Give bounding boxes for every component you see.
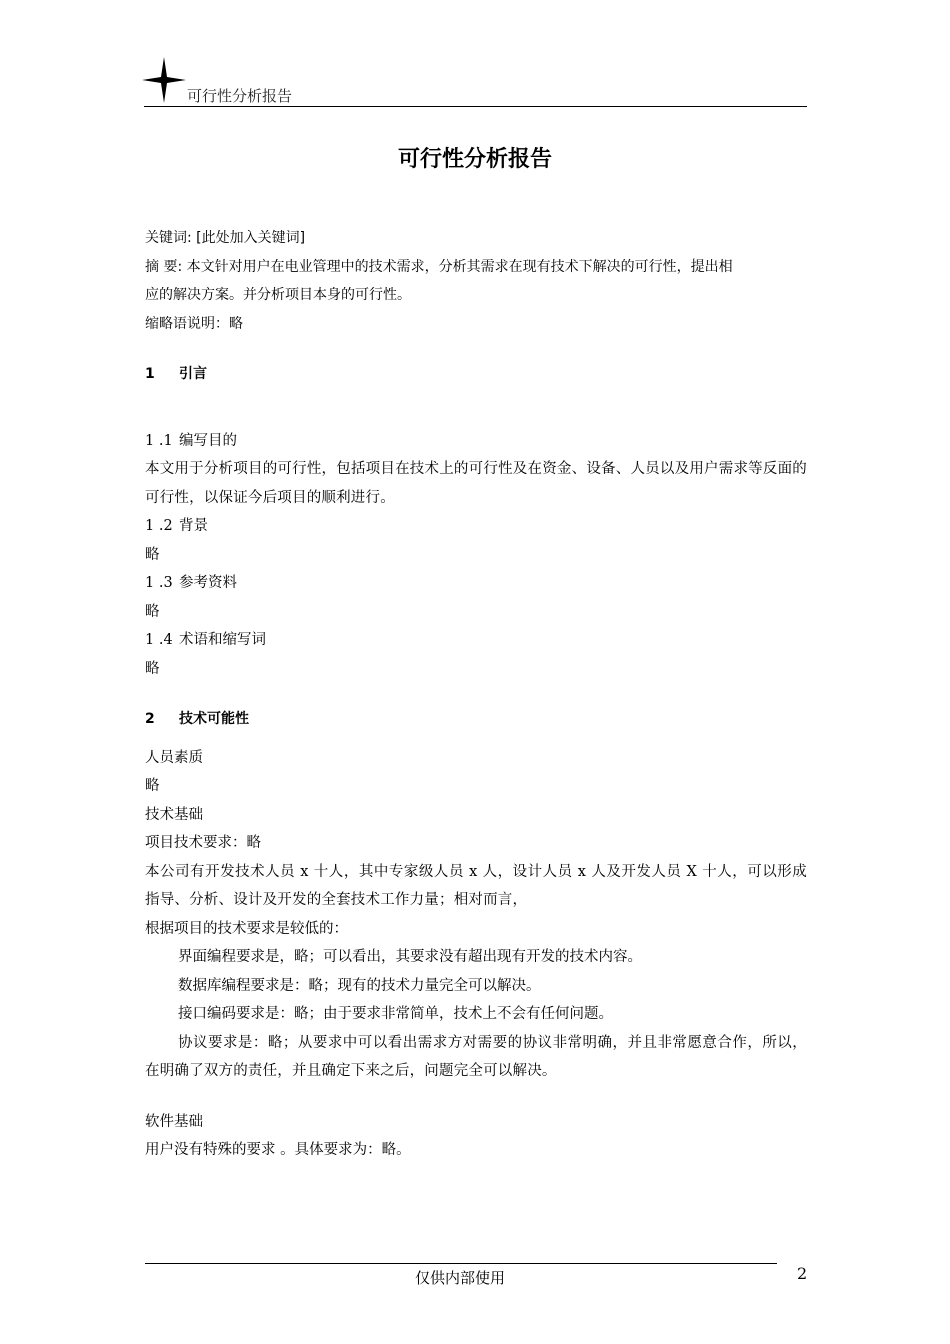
- document-title: 可行性分析报告: [397, 147, 552, 172]
- purpose-paragraph: 本文用于分析项目的可行性，包括项目在技术上的可行性及在资金、设备、人员以及用户需求等反面的可行性，以保证今后项目的顺利进行。: [145, 461, 807, 506]
- background-text: 略: [145, 546, 160, 563]
- section-2-title: 技术可能性: [179, 711, 249, 727]
- subsection-1-4-number: 1 .4: [145, 632, 173, 648]
- tech-basis-label: 技术基础: [145, 806, 203, 823]
- section-1-title: 引言: [179, 366, 207, 382]
- project-tech-requirement: 项目技术要求：略: [145, 835, 261, 851]
- subsection-1-2-heading: [145, 512, 807, 541]
- keywords-line: 关键词: [此处加入关键词]: [145, 230, 306, 246]
- staff-quality-label: 人员素质: [145, 749, 203, 766]
- terms-text: 略: [145, 660, 160, 677]
- section-2-number: 2: [145, 711, 155, 727]
- footer-text: 仅供内部使用: [414, 1269, 505, 1287]
- page-header: [140, 55, 807, 108]
- header-divider: [144, 106, 807, 107]
- section-1-heading: [145, 360, 807, 389]
- subsection-1-1-title: 编写目的: [179, 432, 237, 449]
- subsection-1-3-heading: [145, 569, 807, 598]
- staff-quality-text: 略: [145, 778, 160, 794]
- ui-requirement: 界面编程要求是，略；可以看出，其要求没有超出现有开发的技术内容。: [178, 949, 642, 965]
- subsection-1-2-title: 背景: [179, 518, 208, 534]
- subsection-1-1-number: 1 .1: [145, 432, 173, 449]
- document-body: [145, 224, 807, 1165]
- software-basis-label: 软件基础: [145, 1113, 203, 1130]
- interface-requirement: 接口编码要求是：略；由于要求非常简单，技术上不会有任何问题。: [178, 1006, 613, 1022]
- requirement-intro: 根据项目的技术要求是较低的：: [145, 920, 348, 937]
- subsection-1-3-number: 1 .3: [145, 575, 173, 591]
- subsection-1-4-title: 术语和缩写词: [179, 632, 266, 648]
- abstract-line-2: 应的解决方案。并分析项目本身的可行性。: [145, 287, 411, 303]
- page-number: 2: [797, 1264, 808, 1283]
- database-requirement: 数据库编程要求是：略；现有的技术力量完全可以解决。: [178, 977, 541, 994]
- subsection-1-3-title: 参考资料: [179, 575, 237, 591]
- abstract-line-1: 摘 要: 本文针对用户在电业管理中的技术需求，分析其需求在现有技术下解决的可行性，提出相: [145, 258, 733, 275]
- abbreviations-line: 缩略语说明：略: [145, 315, 243, 332]
- software-basis-text: 用户没有特殊的要求 。具体要求为：略。: [145, 1142, 411, 1158]
- section-1-number: 1: [145, 366, 155, 382]
- four-point-star-icon: [140, 55, 188, 105]
- references-text: 略: [145, 603, 160, 620]
- protocol-requirement: 协议要求是：略；从要求中可以看出需求方对需要的协议非常明确，并且非常愿意合作，所以，在明确了双方的责任，并且确定下来之后，问题完全可以解决。: [145, 1034, 807, 1079]
- subsection-1-2-number: 1 .2: [145, 518, 173, 534]
- header-title: 可行性分析报告: [187, 87, 293, 105]
- subsection-1-4-heading: [145, 626, 807, 655]
- footer-divider: [145, 1263, 777, 1264]
- subsection-1-1-heading: [145, 427, 807, 456]
- company-capacity-paragraph: 本公司有开发技术人员 x 十人，其中专家级人员 x 人，设计人员 x 人及开发人员 X 十人，可以形成指导、分析、设计及开发的全套技术工作力量；相对而言，: [145, 863, 807, 908]
- section-2-heading: [145, 705, 807, 734]
